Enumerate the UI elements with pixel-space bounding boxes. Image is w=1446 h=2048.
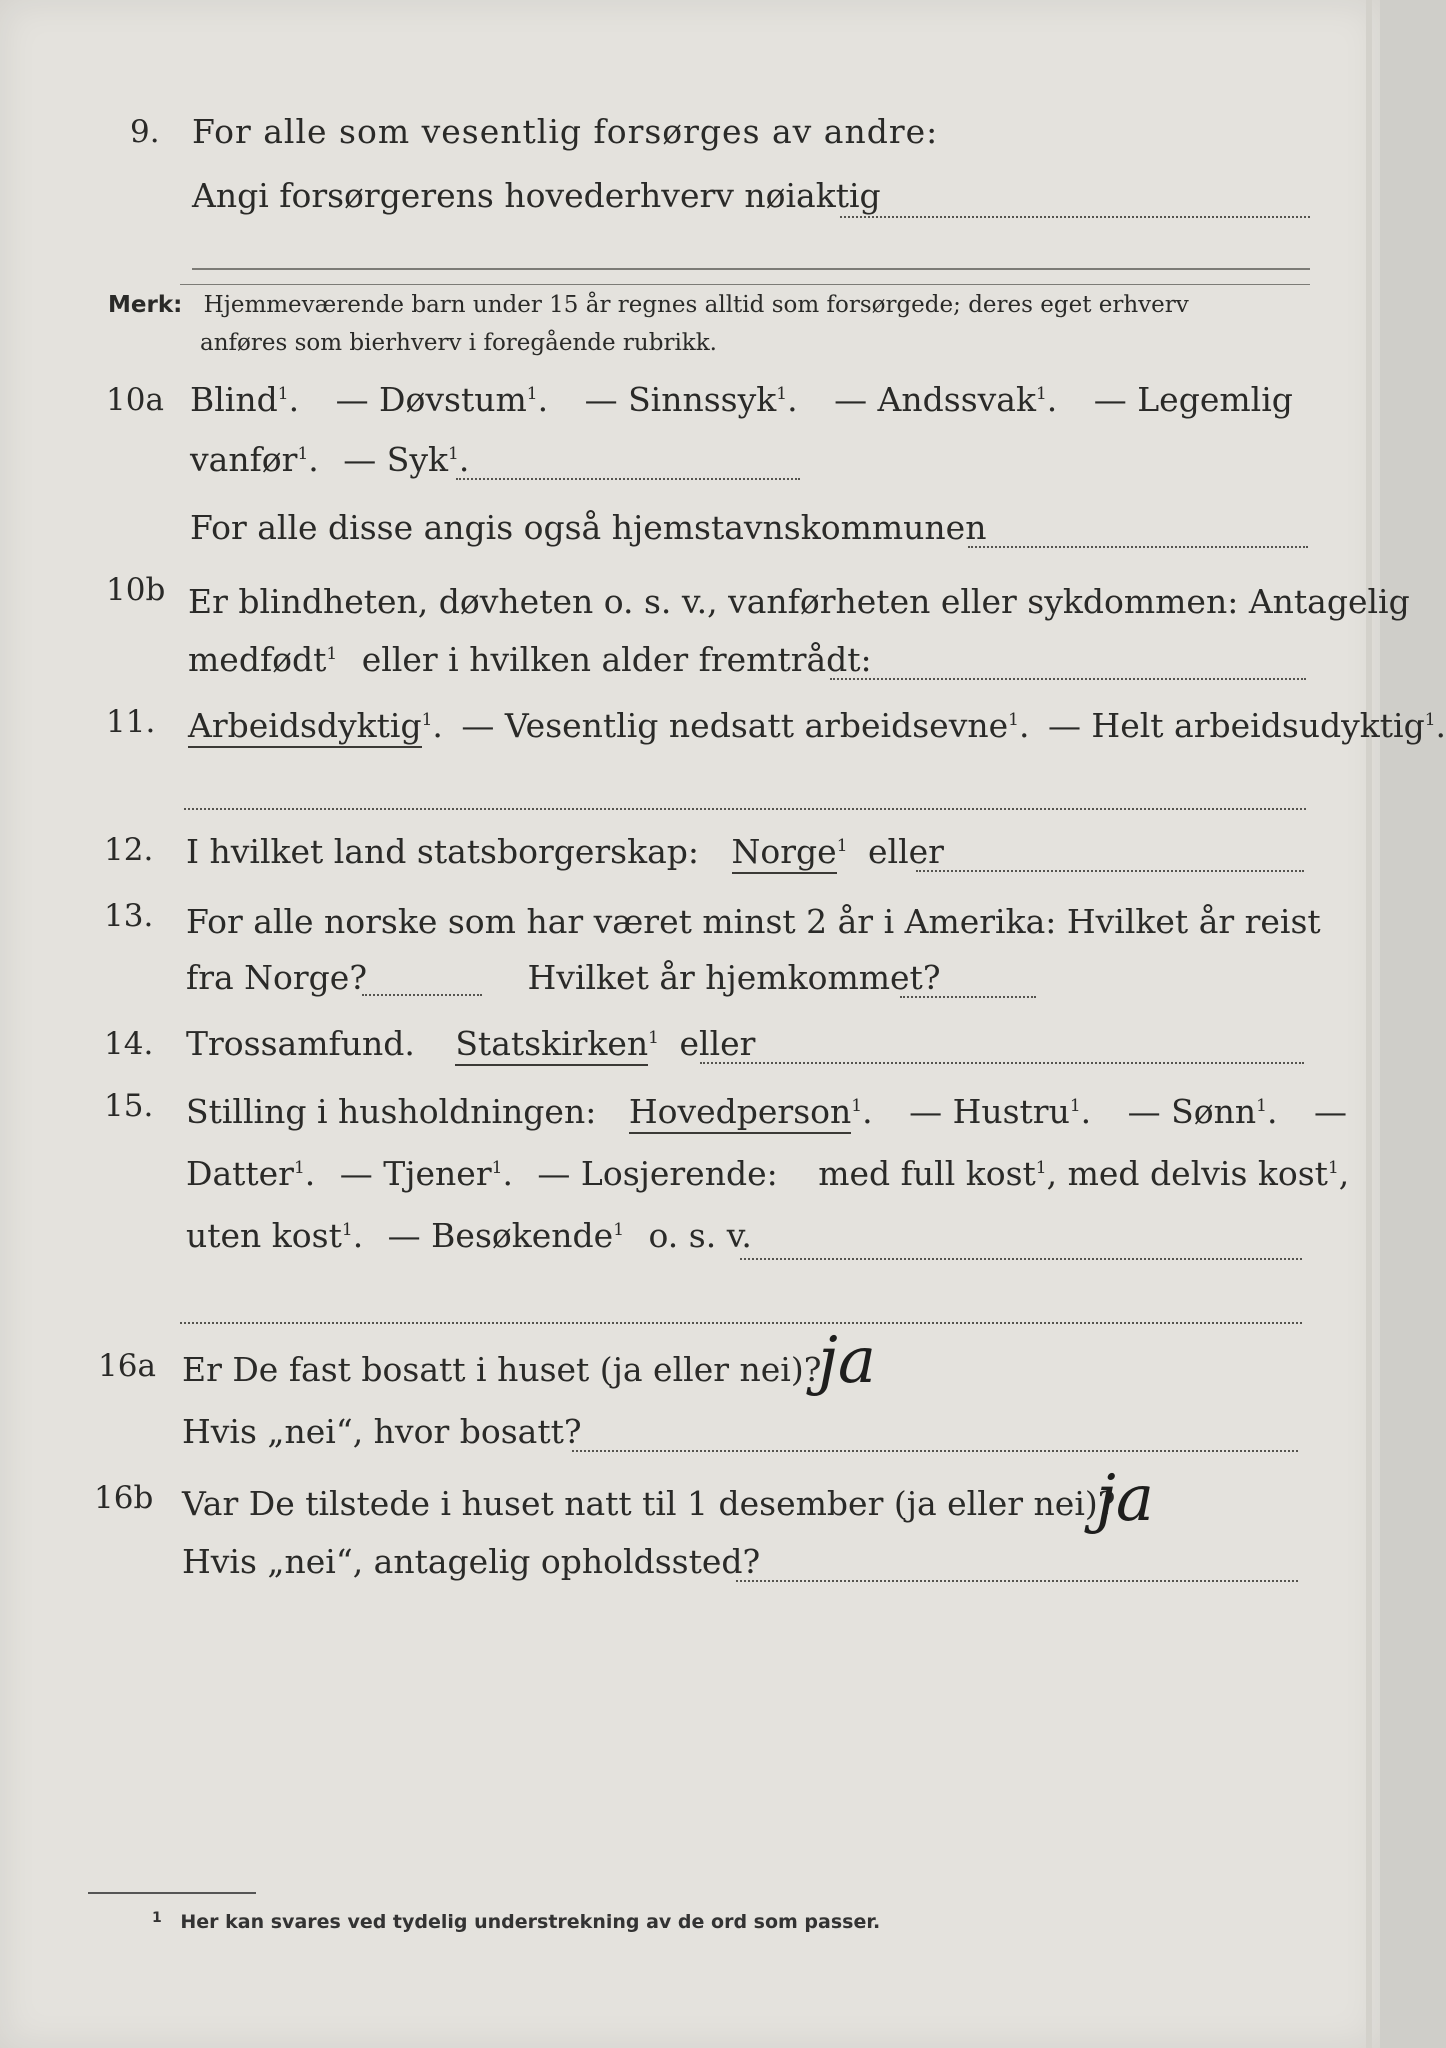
q10b-line1: Er blindheten, døvheten o. s. v., vanførheten eller sykdommen: Antagelig xyxy=(188,582,1410,621)
q15-line2: Datter$^1$. — Tjener$^1$. — Losjerende: med full kost$^1$, med delvis kost$^1$, xyxy=(186,1154,1350,1193)
q10a-opt-dovstum[interactable]: — Døvstum xyxy=(335,380,527,419)
q12-eller: eller xyxy=(868,832,944,871)
q15-osv: o. s. v. xyxy=(648,1216,752,1255)
q16b-line2: Hvis „nei“, antagelig opholdssted? xyxy=(182,1542,761,1581)
q15-opt-hustru[interactable]: — Hustru xyxy=(909,1092,1070,1131)
footnote-mark: 1 xyxy=(152,1910,162,1926)
q15-opt-tjener[interactable]: — Tjener xyxy=(339,1154,492,1193)
q14-opt-statskirken[interactable]: Statskirken xyxy=(455,1024,648,1066)
q11-answer-line[interactable] xyxy=(184,808,1306,810)
q16a-answer-line[interactable] xyxy=(572,1450,1298,1452)
q10b-alder-label: eller i hvilken alder fremtrådt: xyxy=(361,640,872,679)
q12-number: 12. xyxy=(104,832,154,868)
footnote xyxy=(152,1910,880,1933)
page-edge xyxy=(1366,0,1372,2048)
q10b-line2: medfødt$^1$ eller i hvilken alder fremtrådt: xyxy=(188,640,872,679)
q13-reist-label: fra Norge? xyxy=(186,958,368,997)
q12-line: I hvilket land statsborgerskap: Norge$^1$ eller xyxy=(186,832,944,872)
q15-line3: uten kost$^1$. — Besøkende$^1$ o. s. v. xyxy=(186,1216,752,1255)
merk-note xyxy=(108,290,1189,320)
q9-answer-line[interactable] xyxy=(840,216,1310,218)
q12-text: I hvilket land statsborgerskap: xyxy=(186,832,700,871)
merk-line1: Hjemmeværende barn under 15 år regnes alltid som forsørgede; deres eget erhverv xyxy=(203,292,1189,318)
q11-number: 11. xyxy=(106,704,156,740)
q16b-number: 16b xyxy=(94,1480,154,1516)
q15-line1: Stilling i husholdningen: Hovedperson$^1$. — Hustru$^1$. — Sønn$^1$. — xyxy=(186,1092,1347,1132)
q10a-opt-sinnssyk[interactable]: — Sinnssyk xyxy=(584,380,777,419)
q14-number: 14. xyxy=(104,1026,154,1062)
q13-reist-answer-line[interactable] xyxy=(362,994,482,996)
merk-label: Merk: xyxy=(108,292,183,318)
q10a-hjemstavn-answer-line[interactable] xyxy=(968,546,1308,548)
q13-line1: For alle norske som har været minst 2 år i Amerika: Hvilket år reist xyxy=(186,902,1321,941)
q15-number: 15. xyxy=(104,1088,154,1124)
q10a-line2: vanfør$^1$. — Syk$^1$. xyxy=(190,440,470,479)
q15-opt-besokende[interactable]: — Besøkende xyxy=(387,1216,614,1255)
footnote-text: Her kan svares ved tydelig understrekning av de ord som passer. xyxy=(180,1911,881,1933)
q14-line: Trossamfund. Statskirken$^1$ eller xyxy=(186,1024,755,1064)
q14-eller: eller xyxy=(679,1024,756,1063)
q10a-number: 10a xyxy=(106,382,164,418)
q15-dash: — xyxy=(1313,1092,1347,1131)
q9-line1: For alle som vesentlig forsørges av andre: xyxy=(192,112,939,151)
q15-opt-sonn[interactable]: — Sønn xyxy=(1127,1092,1257,1131)
q15-opt-uten-kost[interactable]: uten kost xyxy=(186,1216,342,1255)
merk-line2: anføres som bierhverv i foregående rubrikk. xyxy=(200,330,717,356)
q10a-syk-answer-line[interactable] xyxy=(456,478,800,480)
q10a-line1: Blind$^1$. — Døvstum$^1$. — Sinnssyk$^1$. — Andssvak$^1$. — Legemlig xyxy=(190,380,1293,419)
q10a-opt-andssvak[interactable]: — Andssvak xyxy=(834,380,1036,419)
q16b-line1: Var De tilstede i huset natt til 1 desember (ja eller nei)? xyxy=(182,1484,1116,1523)
q12-answer-line[interactable] xyxy=(916,870,1304,872)
q16a-number: 16a xyxy=(98,1348,156,1384)
q9-answer-line-2[interactable] xyxy=(192,268,1310,270)
q13-line2 xyxy=(186,958,941,998)
q11-opt-arbeidsdyktig[interactable]: Arbeidsdyktig xyxy=(188,706,422,748)
q16a-line1: Er De fast bosatt i huset (ja eller nei)? xyxy=(182,1350,822,1389)
q9-divider xyxy=(180,284,1310,285)
q11-opt-nedsatt[interactable]: — Vesentlig nedsatt arbeidsevne xyxy=(461,706,1009,745)
q16a-handwritten-answer[interactable]: ja xyxy=(818,1324,876,1398)
q10b-opt-medfodt[interactable]: medfødt xyxy=(188,640,327,679)
q10b-answer-line[interactable] xyxy=(830,678,1306,680)
q10a-opt-blind[interactable]: Blind xyxy=(190,380,278,419)
q10a-opt-legemlig[interactable]: — Legemlig xyxy=(1093,380,1293,419)
q12-opt-norge[interactable]: Norge xyxy=(732,832,837,874)
q16a-line2: Hvis „nei“, hvor bosatt? xyxy=(182,1412,582,1451)
q9-number: 9. xyxy=(130,114,160,150)
q11-opt-udyktig[interactable]: — Helt arbeidsudyktig xyxy=(1047,706,1425,745)
footnote-rule xyxy=(88,1892,256,1894)
q14-text: Trossamfund. xyxy=(186,1024,415,1063)
q11-line: Arbeidsdyktig$^1$. — Vesentlig nedsatt arbeidsevne$^1$. — Helt arbeidsudyktig$^1$. xyxy=(188,706,1446,746)
q14-answer-line[interactable] xyxy=(700,1062,1304,1064)
q10b-number: 10b xyxy=(106,572,166,608)
q13-number: 13. xyxy=(104,898,154,934)
q15-answer-line[interactable] xyxy=(740,1258,1302,1260)
q15-opt-full-kost[interactable]: med full kost xyxy=(818,1154,1036,1193)
q15-losjerende-label: — Losjerende: xyxy=(537,1154,778,1193)
q10a-line3: For alle disse angis også hjemstavnskommunen xyxy=(190,508,987,547)
q15-label: Stilling i husholdningen: xyxy=(186,1092,597,1131)
q16b-handwritten-answer[interactable]: ja xyxy=(1096,1462,1154,1536)
q13-hjemkommet-answer-line[interactable] xyxy=(900,996,1036,998)
q16b-answer-line[interactable] xyxy=(736,1580,1298,1582)
q15-opt-datter[interactable]: Datter xyxy=(186,1154,294,1193)
q15-opt-hovedperson[interactable]: Hovedperson xyxy=(629,1092,851,1134)
q15-opt-delvis-kost[interactable]: , med delvis kost xyxy=(1046,1154,1328,1193)
q15-answer-line-2[interactable] xyxy=(180,1322,1302,1324)
q10a-opt-vanfor[interactable]: vanfør xyxy=(190,440,298,479)
q9-line2: Angi forsørgerens hovederhverv nøiaktig xyxy=(192,176,881,215)
q13-hjemkommet-label: Hvilket år hjemkommet? xyxy=(527,958,941,997)
q10a-opt-syk[interactable]: — Syk xyxy=(343,440,448,479)
